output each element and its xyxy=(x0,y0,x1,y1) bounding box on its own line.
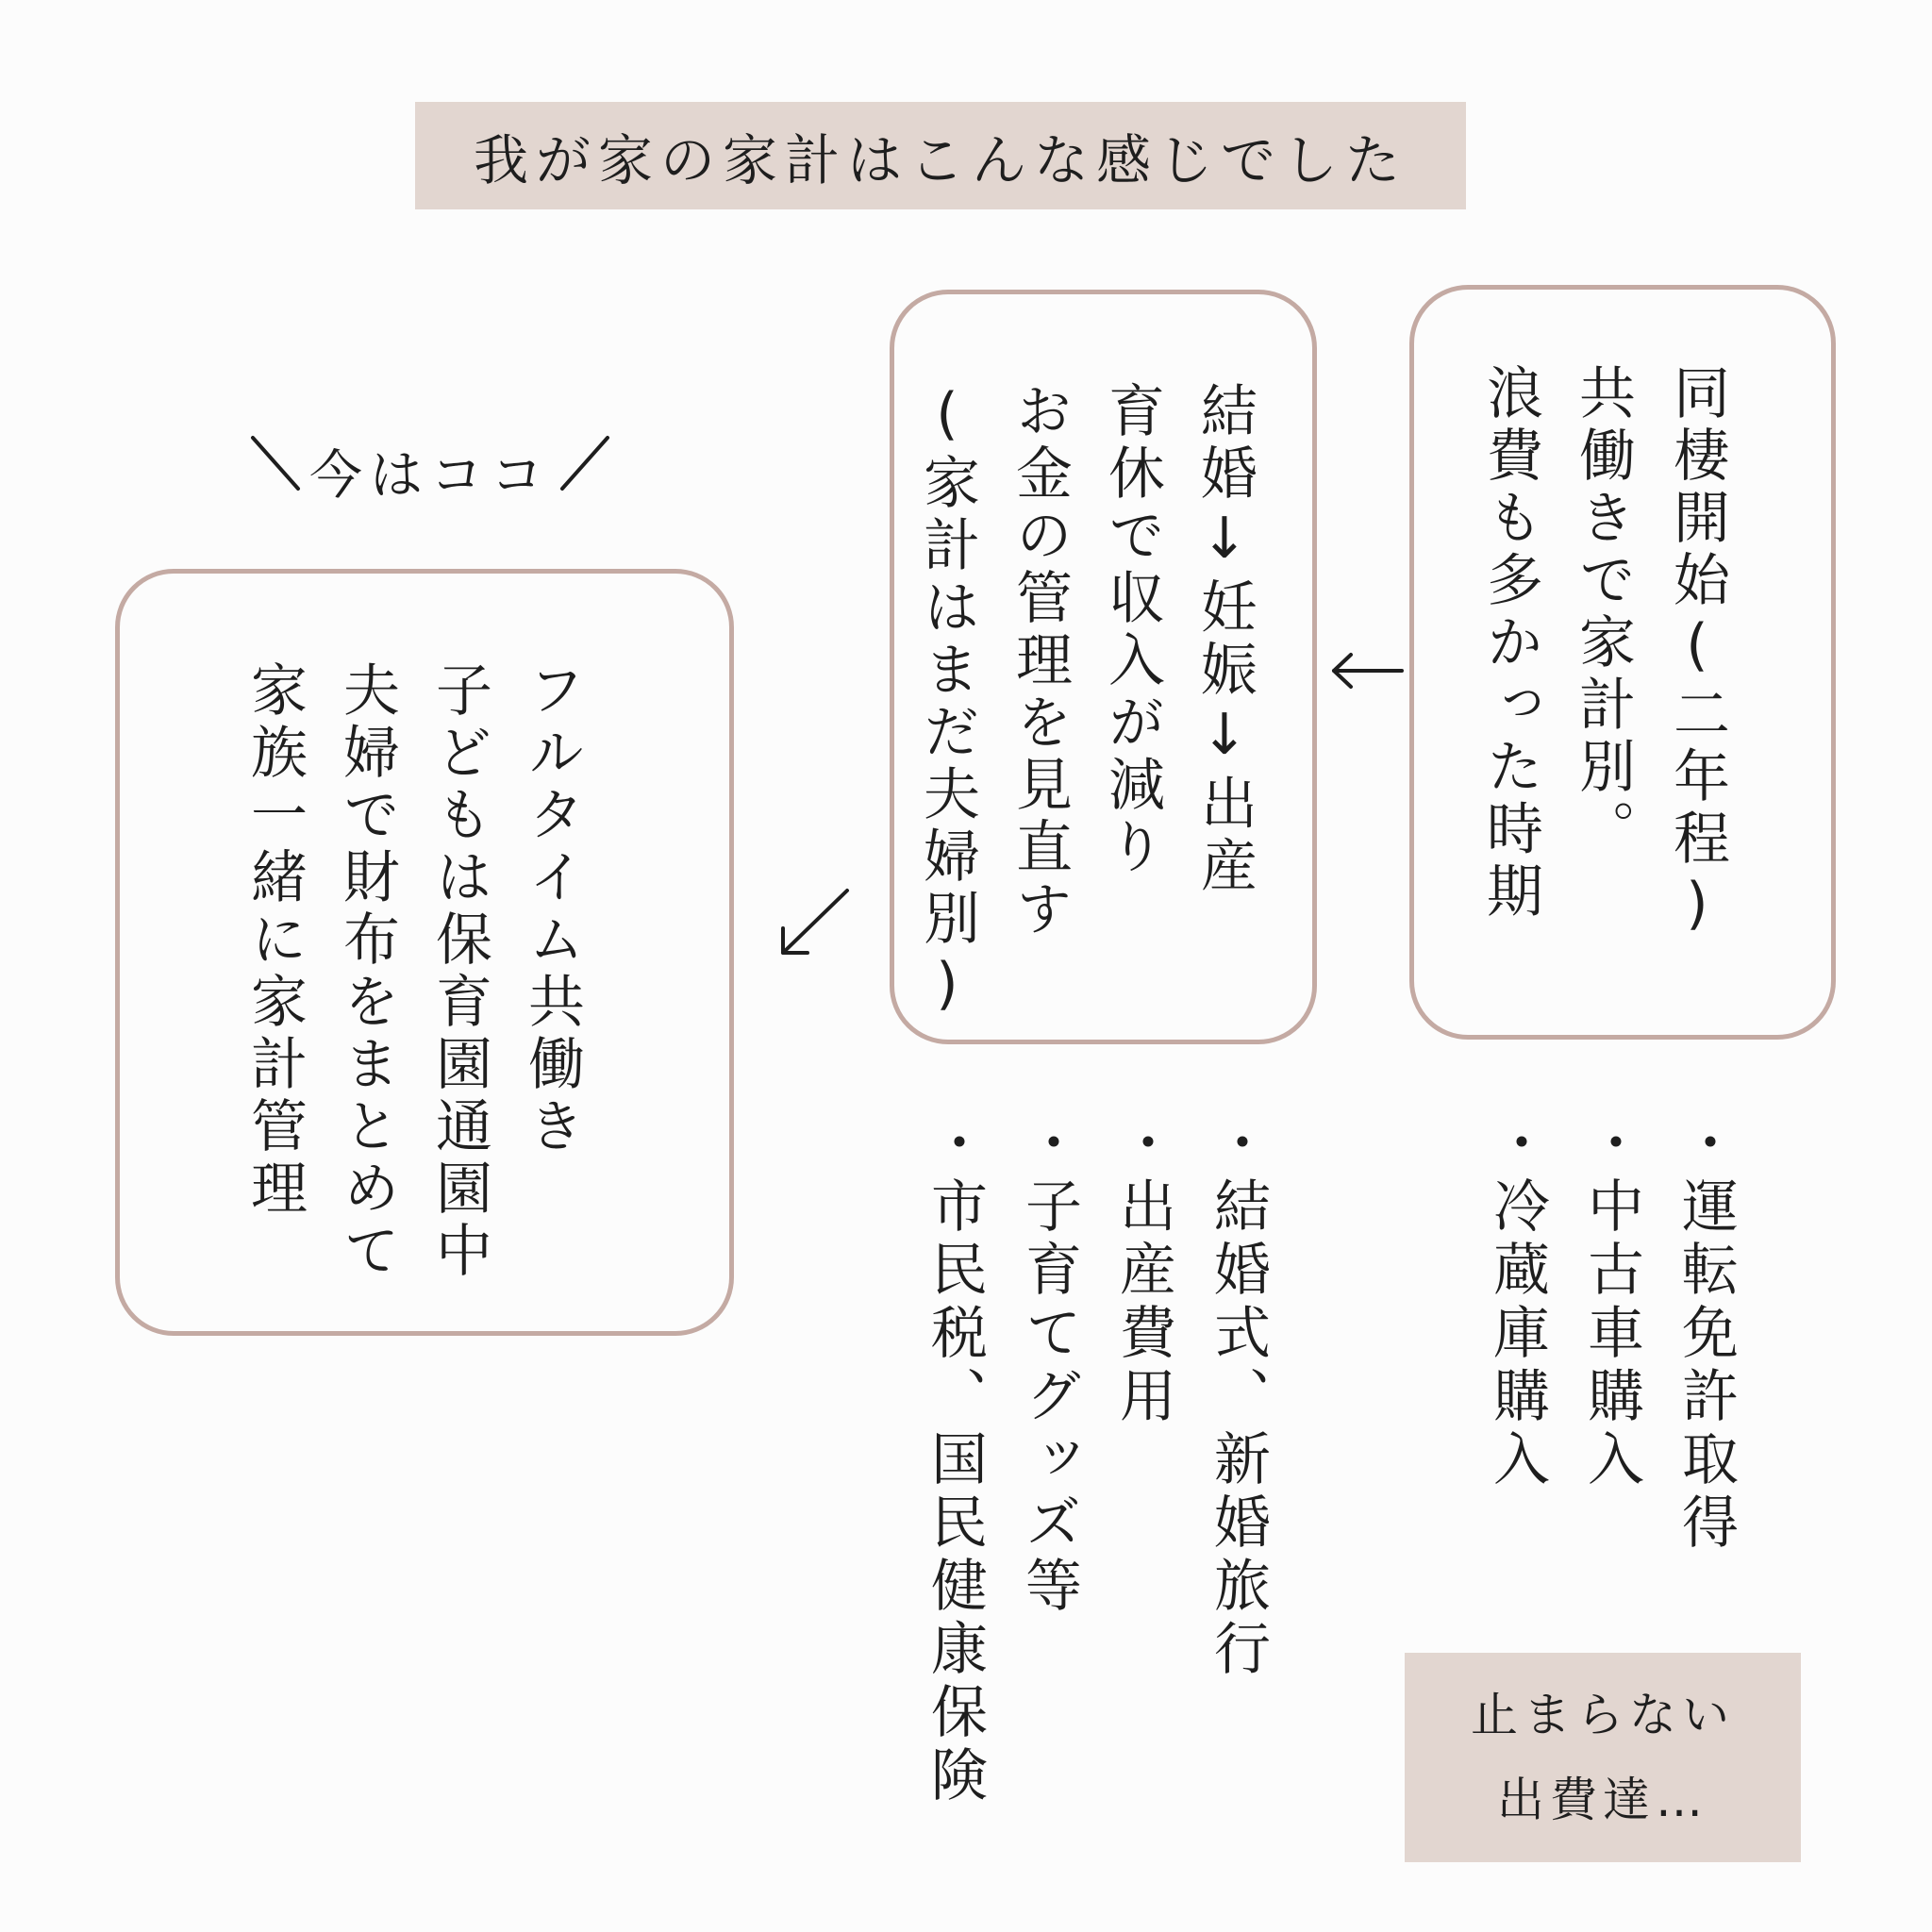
list-item: ・出産費用 xyxy=(1110,1113,1176,1429)
stage-box-marriage xyxy=(890,290,1317,1044)
list-item: ・冷蔵庫購入 xyxy=(1484,1113,1550,1492)
title-banner xyxy=(415,102,1466,209)
current-stage-label: 今はココ xyxy=(309,445,551,507)
page-title: 我が家の家計はこんな感じでした xyxy=(473,128,1407,192)
stage-text-line: フルタイム共働き xyxy=(519,660,585,1158)
stage-box-current xyxy=(115,569,734,1336)
stage-text-line: 浪費も多かった時期 xyxy=(1477,363,1543,924)
expense-note-line: 止まらない xyxy=(1471,1688,1735,1742)
expense-list-cohabitation xyxy=(1409,1113,1843,1566)
stage-text-line: 育休で収入が減り xyxy=(1099,381,1165,879)
expense-list-marriage xyxy=(915,1113,1311,1811)
stage-text-line: 夫婦で財布をまとめて xyxy=(334,660,400,1283)
stage-text-line: 結婚↓妊娠↓出産 xyxy=(1191,381,1257,898)
backslash-mark-icon xyxy=(247,434,304,494)
stage-text-line: (家計はまだ夫婦別) xyxy=(914,381,980,1023)
stage-text-line: 共働きで家計別。 xyxy=(1570,363,1636,861)
list-item: ・結婚式、新婚旅行 xyxy=(1205,1113,1271,1682)
list-item: ・市民税、国民健康保険 xyxy=(922,1113,988,1808)
stage-text-line: お金の管理を見直す xyxy=(1007,381,1073,941)
list-item: ・子育てグッズ等 xyxy=(1016,1113,1082,1619)
list-item: ・中古車購入 xyxy=(1578,1113,1644,1492)
arrow-down-left-icon xyxy=(775,885,851,960)
arrow-left-icon xyxy=(1328,647,1404,694)
expense-note-line: 出費達… xyxy=(1497,1773,1708,1827)
expense-note xyxy=(1405,1653,1801,1862)
stage-text-line: 同棲開始(二年程) xyxy=(1664,363,1730,942)
stage-box-cohabitation xyxy=(1409,285,1836,1040)
stage-text-line: 家族一緒に家計管理 xyxy=(242,660,308,1221)
list-item: ・運転免許取得 xyxy=(1673,1113,1739,1556)
slash-mark-icon xyxy=(557,434,613,494)
stage-text-line: 子どもは保育園通園中 xyxy=(426,660,492,1283)
